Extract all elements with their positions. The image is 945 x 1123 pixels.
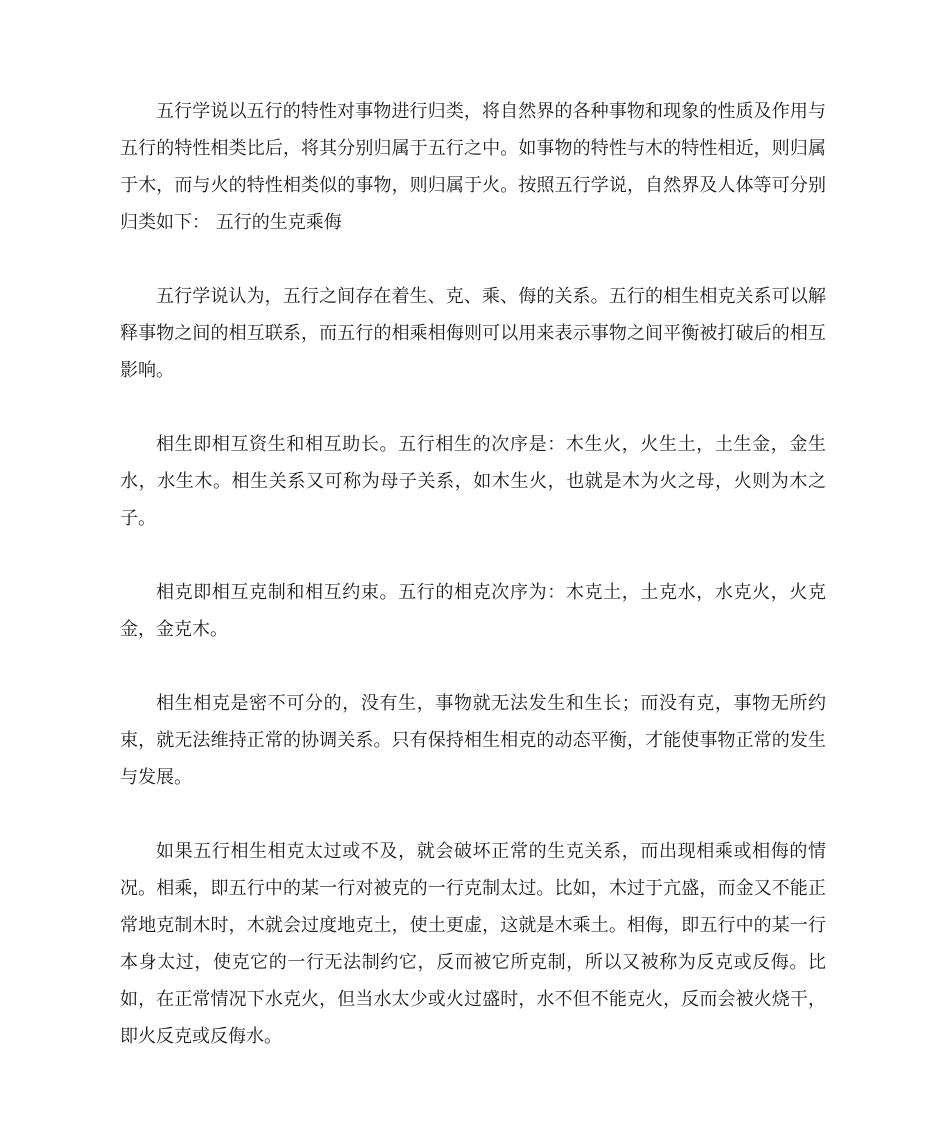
paragraph-cheng-wu: 如果五行相生相克太过或不及，就会破坏正常的生克关系，而出现相乘或相侮的情况。相乘，即五行中的某一行对被克的一行克制太过。比如，木过于亢盛，而金又不能正常地克制木时，木就会过度地克土，使土更虚，这就是木乘土。相侮，即五行中的某一行本身太过，使克它的一行无法制约它，反而被它所克制，所以又被称为反克或反侮。比如，在正常情况下水克火，但当水太少或火过盛时，水不但不能克火，反而会被火烧干，即火反克或反侮水。 (120, 841, 826, 1047)
document-body (120, 93, 826, 1092)
paragraph-sheng-ke-balance: 相生相克是密不可分的，没有生，事物就无法发生和生长；而没有克，事物无所约束，就无法维持正常的协调关系。只有保持相生相克的动态平衡，才能使事物正常的发生与发展。 (120, 693, 826, 788)
paragraph-xiangke: 相克即相互克制和相互约束。五行的相克次序为：木克土，土克水，水克火，火克金，金克木。 (120, 582, 826, 640)
paragraph-wuxing-relations: 五行学说认为，五行之间存在着生、克、乘、侮的关系。五行的相生相克关系可以解释事物之间的相互联系，而五行的相乘相侮则可以用来表示事物之间平衡被打破后的相互影响。 (120, 286, 826, 381)
paragraph-wuxing-classification: 五行学说以五行的特性对事物进行归类，将自然界的各种事物和现象的性质及作用与五行的特性相类比后，将其分别归属于五行之中。如事物的特性与木的特性相近，则归属于木，而与火的特性相类似的事物，则归属于火。按照五行学说，自然界及人体等可分别归类如下： 五行的生克乘侮 (120, 101, 826, 233)
paragraph-xiangsheng: 相生即相互资生和相互助长。五行相生的次序是：木生火，火生土，土生金，金生水，水生木。相生关系又可称为母子关系，如木生火，也就是木为火之母，火则为木之子。 (120, 434, 826, 529)
